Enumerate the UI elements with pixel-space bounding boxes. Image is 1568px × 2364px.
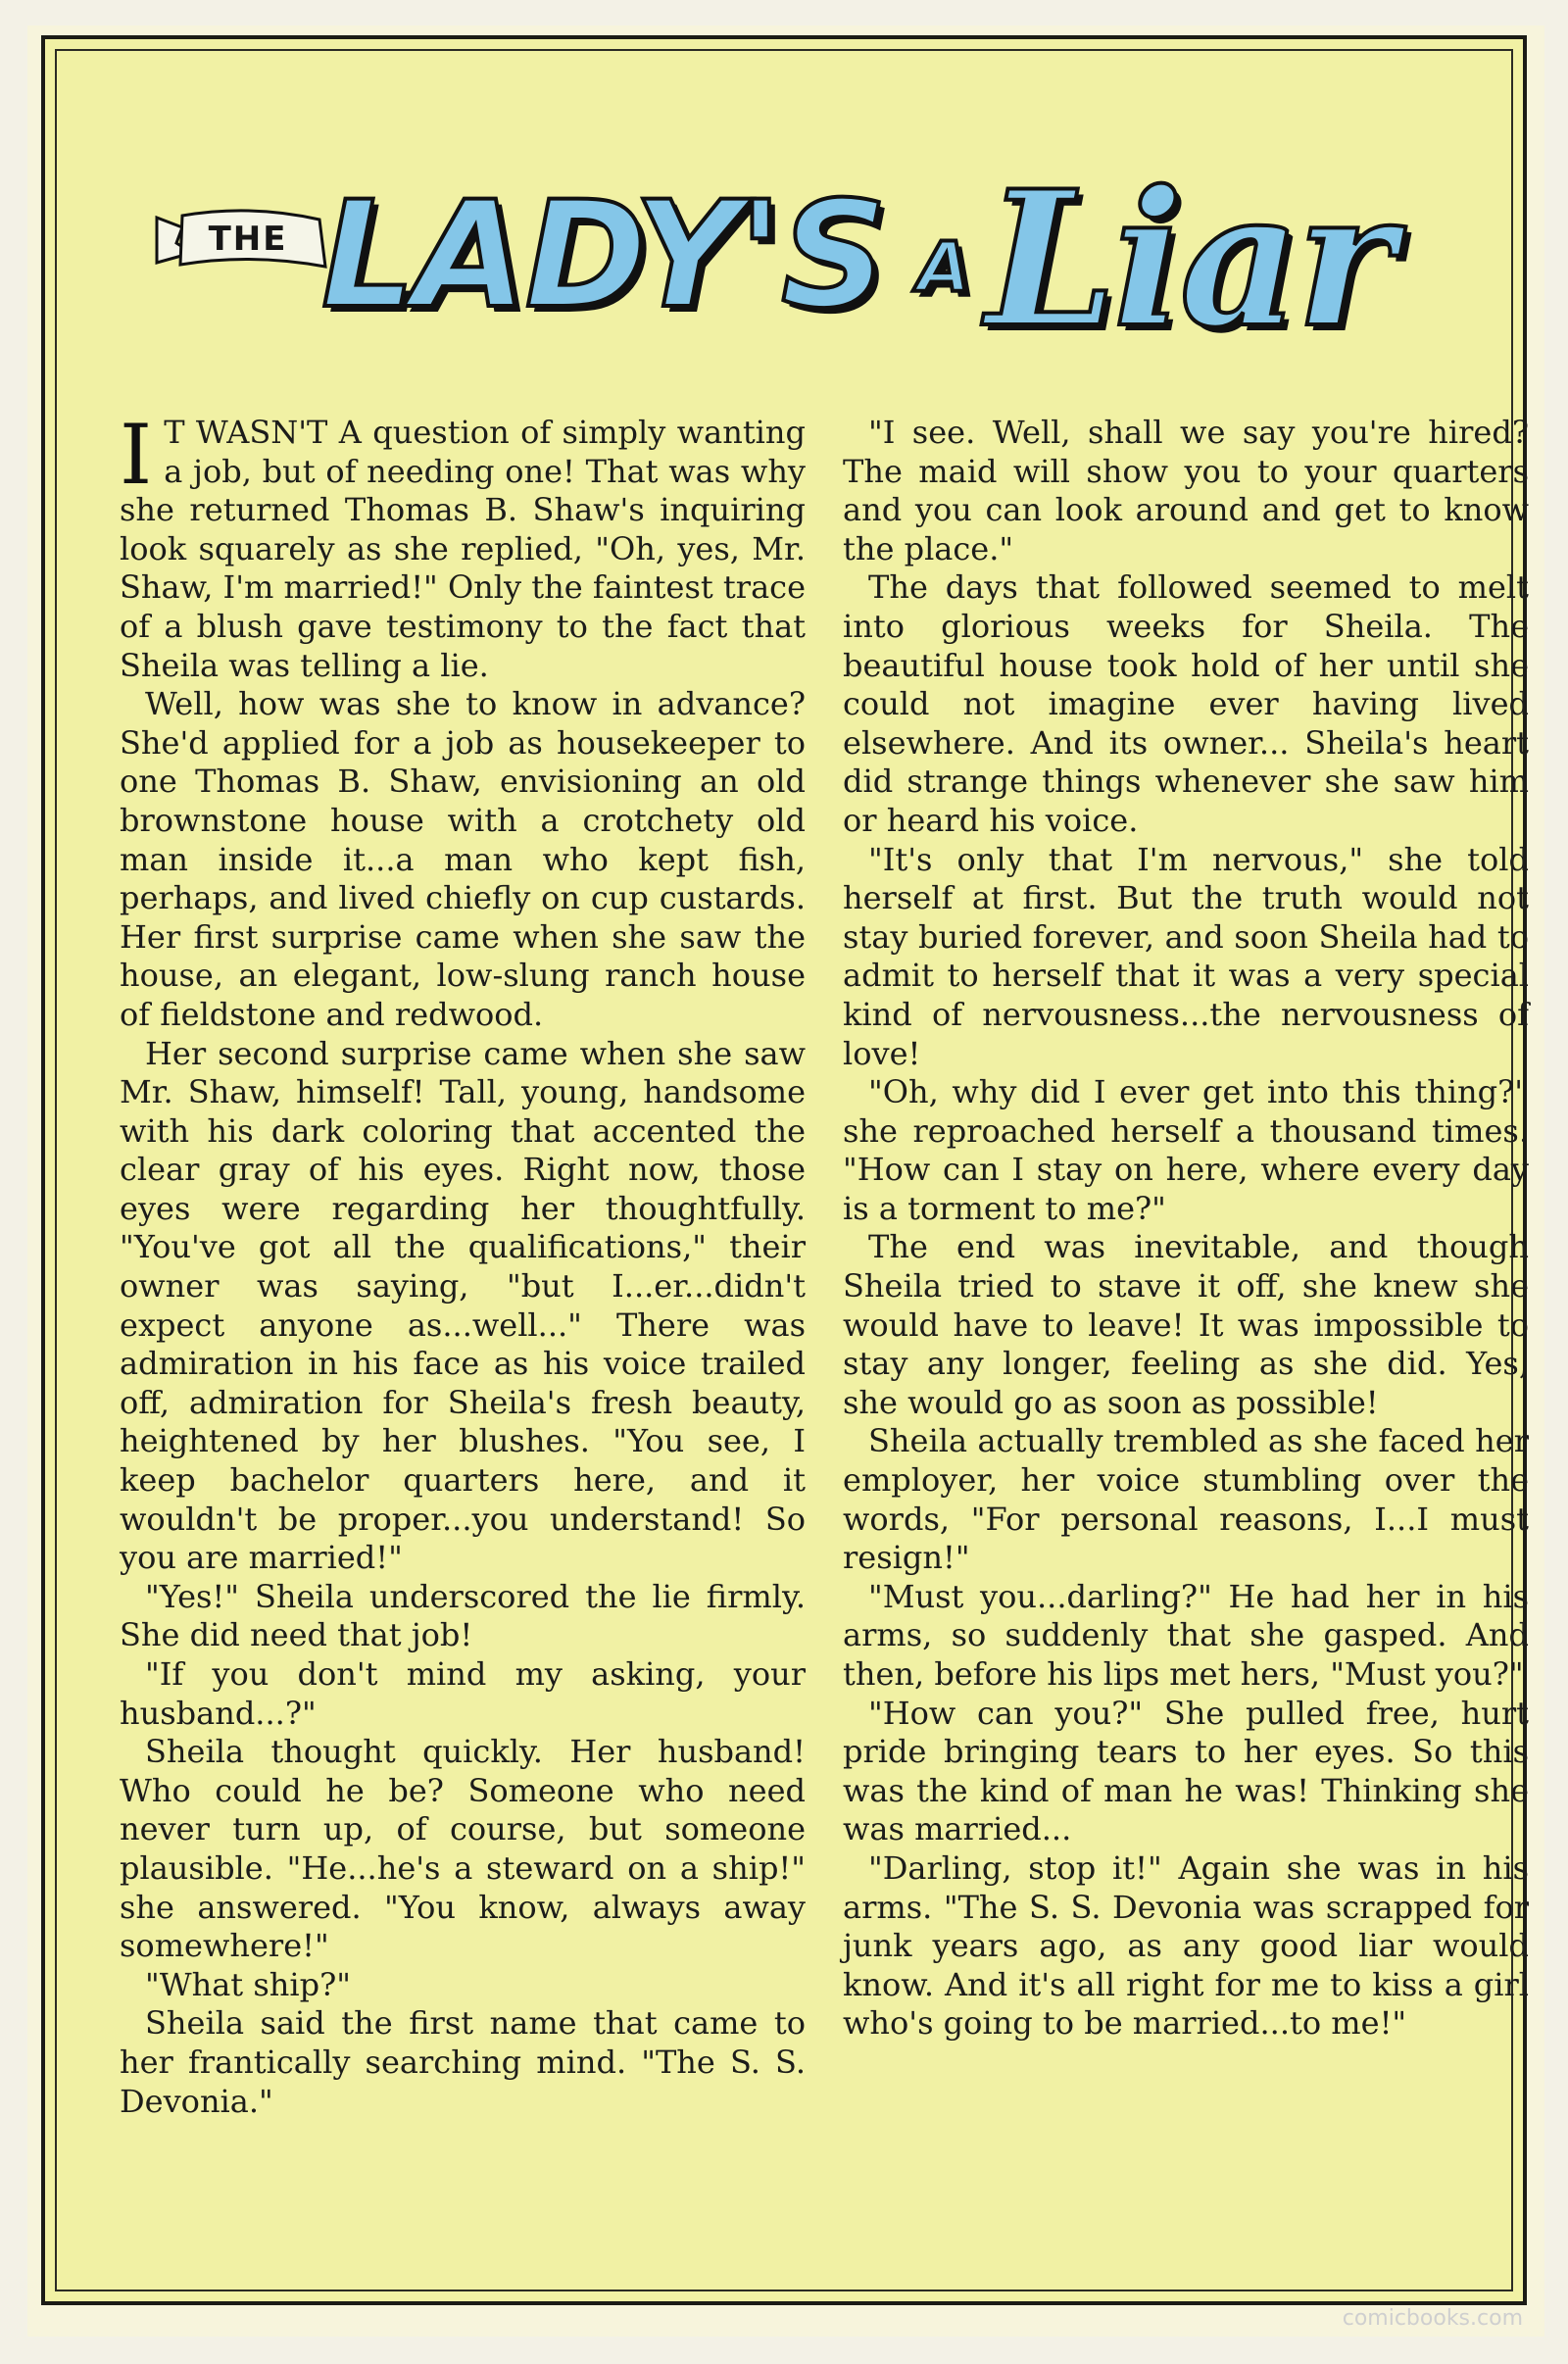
paragraph: Sheila said the first name that came to her frantically searching mind. "The S. S. Devonia." — [120, 2004, 806, 2120]
comic-page — [27, 25, 1544, 2337]
title-banner-text: THE — [208, 220, 288, 259]
paragraph: "What ship?" — [145, 1965, 351, 2003]
paragraph: "It's only that I'm nervous," she told herself at first. But the truth would not stay buried forever, and soon Sheila had to admit to herself that it was a very special kind of nervousness...the nervousness of love! — [843, 840, 1529, 1072]
paragraph: "Oh, why did I ever get into this thing?" she reproached herself a thousand times. "How can I stay on here, where every day is a torment to me?" — [843, 1073, 1529, 1227]
right-text-column — [843, 414, 1529, 2044]
title-word-liar: Liar — [986, 150, 1391, 369]
paragraph: Sheila actually trembled as she faced her employer, her voice stumbling over the words, "For personal reasons, I...I must resign!" — [843, 1422, 1529, 1577]
paragraph: Well, how was she to know in advance? She'd applied for a job as housekeeper to one Thomas B. Shaw, envisioning an old brownstone house with a crotchety old man inside it...a man who kept fish, perhaps, and lived chiefly on cup custards. Her first surprise came when she saw the house, an elegant, low-slung ranch house of fieldstone and redwood. — [120, 685, 806, 1033]
paragraph: The end was inevitable, and though Sheila tried to stave it off, she knew she would have to leave! It was impossible to stay any longer, feeling as she did. Yes, she would go as soon as possible! — [843, 1228, 1529, 1421]
source-watermark: comicbooks.com — [1342, 2306, 1523, 2331]
left-text-column — [120, 407, 806, 2121]
paragraph: Her second surprise came when she saw Mr. Shaw, himself! Tall, young, handsome with his dark coloring that accented the clear gray of his eyes. Right now, those eyes were regarding her thoughtfully. "You've got all the qualifications," their owner was saying, "but I...er...didn't expect anyone as...well..." There was admiration in his face as his voice trailed off, admiration for Sheila's fresh beauty, heightened by her blushes. "You see, I keep bachelor quarters here, and it wouldn't be proper...you understand! So you are married!" — [120, 1034, 806, 1577]
paragraph: "If you don't mind my asking, your husband...?" — [120, 1655, 806, 1732]
paragraph: "Must you...darling?" He had her in his arms, so suddenly that she gasped. And then, before his lips met hers, "Must you?" — [843, 1577, 1529, 1693]
title-word-ladys: LADY'S — [321, 171, 886, 341]
drop-cap: I — [120, 407, 153, 503]
paragraph: "How can you?" She pulled free, hurt pride bringing tears to her eyes. So this was the kind of man he was! Thinking she was married... — [843, 1694, 1529, 1848]
paragraph: "Yes!" Sheila underscored the lie firmly. She did need that job! — [120, 1577, 806, 1654]
paragraph: I T WASN'T A question of simply wanting a job, but of needing one! That was why she returned Thomas B. Shaw's inquiring look squarely as she replied, "Oh, yes, Mr. Shaw, I'm married!" Only the faintest trace of a blush gave testimony to the fact that Sheila was telling a lie. — [120, 407, 806, 684]
story-title — [153, 150, 1466, 369]
paragraph: "Darling, stop it!" Again she was in his arms. "The S. S. Devonia was scrapped for junk years ago, as any good liar would know. And it's all right for me to kiss a girl who's going to be married...to me!" — [843, 1848, 1529, 2043]
paragraph: "I see. Well, shall we say you're hired? The maid will show you to your quarters and you can look around and get to know the place." — [843, 414, 1529, 567]
story-panel — [41, 35, 1527, 2305]
title-word-a: A — [917, 227, 971, 308]
paragraph: The days that followed seemed to melt into glorious weeks for Sheila. The beautiful house took hold of her until she could not imagine ever having lived elsewhere. And its owner... Sheila's heart did strange things whenever she saw him or heard his voice. — [843, 568, 1529, 839]
paragraph: Sheila thought quickly. Her husband! Who could he be? Someone who need never turn up, of course, but someone plausible. "He...he's a steward on a ship!" she answered. "You know, always away somewhere!" — [120, 1733, 806, 1965]
